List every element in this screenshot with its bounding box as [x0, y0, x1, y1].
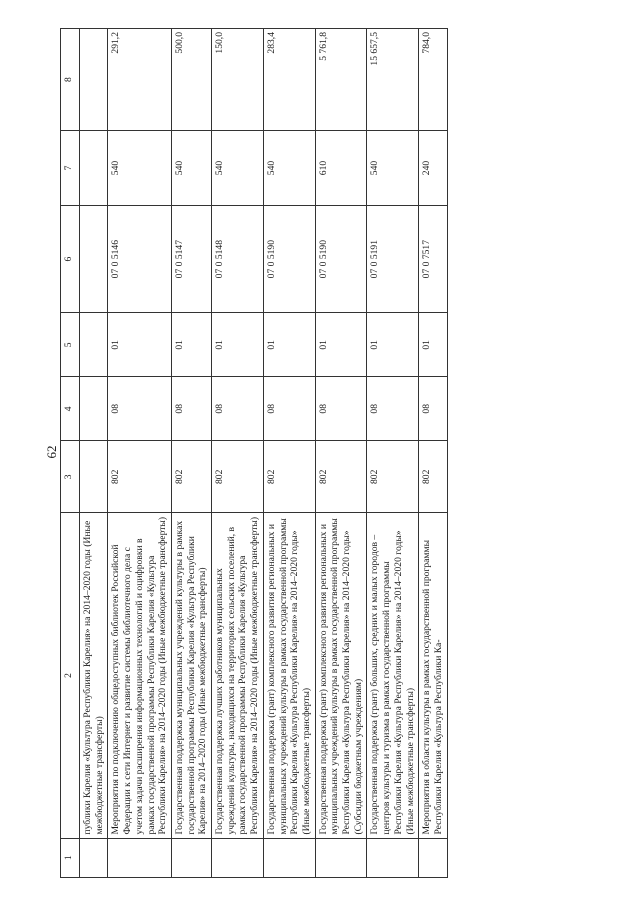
- cell-section: 08: [419, 376, 447, 440]
- cell-ministry: 802: [212, 440, 264, 512]
- table-row: [108, 28, 172, 877]
- cell-description: Государственная поддержка (грант) больших, средних и малых городов – центров культуры и туризма в рамках государственной программы Республики Карелия «Культура Республики Карелия» на 2014–2020 годы» (Иные межбюджетные трансферты): [367, 512, 419, 837]
- col-header-7: 7: [61, 130, 80, 205]
- cell-subsection: 01: [367, 312, 419, 376]
- cell-description: Государственная поддержка (грант) комплексного развития региональных и муниципальных учреждений культуры в рамках государственной программы Республики Карелия «Культура Республики Карелия» на 2014–2020 годы» (Субсидии бюджетным учреждениям): [315, 512, 367, 837]
- cell-index: [367, 838, 419, 877]
- col-header-8: 8: [61, 28, 80, 130]
- cell-subsection: 01: [108, 312, 172, 376]
- cell-subsection: 01: [171, 312, 211, 376]
- cell-index: [171, 838, 211, 877]
- cell-ministry: 802: [367, 440, 419, 512]
- cell-amount: [80, 28, 108, 130]
- table-row: [367, 28, 419, 877]
- cell-index: [212, 838, 264, 877]
- cell-target-article: 07 0 5146: [108, 205, 172, 312]
- cell-description: Мероприятия по подключению общедоступных библиотек Российской Федерации к сети Интернет и развитие системы библиотечного дела с учетом задачи расширения информационных технологий и оцифровки в рамках государственной программы Республики Карелия «Культура Республики Карелия» на 2014–2020 годы (Иные межбюджетные трансферты): [108, 512, 172, 837]
- table-row: [80, 28, 108, 877]
- table-row: [419, 28, 447, 877]
- cell-expense-type: 540: [212, 130, 264, 205]
- cell-target-article: 07 0 5190: [263, 205, 315, 312]
- cell-index: [108, 838, 172, 877]
- cell-section: 08: [367, 376, 419, 440]
- cell-target-article: [80, 205, 108, 312]
- cell-description: Государственная поддержка (грант) комплексного развития региональных и муниципальных учреждений культуры в рамках государственной программы Республики Карелия «Культура Республики Карелия» на 2014–2020 годы» (Иные межбюджетные трансферты): [263, 512, 315, 837]
- budget-table: [60, 28, 448, 878]
- cell-section: [80, 376, 108, 440]
- table-row: [315, 28, 367, 877]
- cell-index: [419, 838, 447, 877]
- col-header-4: 4: [61, 376, 80, 440]
- cell-ministry: [80, 440, 108, 512]
- cell-ministry: 802: [315, 440, 367, 512]
- cell-index: [315, 838, 367, 877]
- cell-expense-type: 540: [367, 130, 419, 205]
- cell-amount: 500,0: [171, 28, 211, 130]
- cell-target-article: 07 0 5147: [171, 205, 211, 312]
- cell-subsection: 01: [212, 312, 264, 376]
- col-header-2: 2: [61, 512, 80, 837]
- cell-expense-type: 540: [171, 130, 211, 205]
- page-number: 62: [44, 445, 59, 459]
- cell-description: Мероприятия в области культуры в рамках государственной программы Республики Карелия «Культура Республики Ка-: [419, 512, 447, 837]
- cell-target-article: 07 0 5148: [212, 205, 264, 312]
- cell-expense-type: 540: [108, 130, 172, 205]
- cell-index: [80, 838, 108, 877]
- cell-amount: 283,4: [263, 28, 315, 130]
- cell-ministry: 802: [171, 440, 211, 512]
- cell-expense-type: 240: [419, 130, 447, 205]
- cell-amount: 784,0: [419, 28, 447, 130]
- cell-expense-type: [80, 130, 108, 205]
- cell-subsection: [80, 312, 108, 376]
- table-row: [171, 28, 211, 877]
- cell-subsection: 01: [263, 312, 315, 376]
- cell-expense-type: 610: [315, 130, 367, 205]
- cell-ministry: 802: [419, 440, 447, 512]
- header-row: [61, 28, 80, 877]
- cell-description: Государственная поддержка лучших работников муниципальных учреждений культуры, находящихся на территориях сельских поселений, в рамках государственной программы Республики Карелия «Культура Республики Карелия» на 2014–2020 годы (Иные межбюджетные трансферты): [212, 512, 264, 837]
- cell-amount: 291,2: [108, 28, 172, 130]
- cell-subsection: 01: [315, 312, 367, 376]
- cell-expense-type: 540: [263, 130, 315, 205]
- cell-target-article: 07 0 5191: [367, 205, 419, 312]
- cell-section: 08: [108, 376, 172, 440]
- cell-target-article: 07 0 5190: [315, 205, 367, 312]
- cell-description: публики Карелия «Культура Республики Карелия» на 2014–2020 годы (Иные межбюджетные трансферты): [80, 512, 108, 837]
- col-header-1: 1: [61, 838, 80, 877]
- cell-ministry: 802: [108, 440, 172, 512]
- cell-amount: 150,0: [212, 28, 264, 130]
- table-row: [263, 28, 315, 877]
- rotated-page: [60, 28, 580, 878]
- cell-section: 08: [263, 376, 315, 440]
- cell-amount: 15 657,5: [367, 28, 419, 130]
- cell-description: Государственная поддержка муниципальных учреждений культуры в рамках государственной программы Республики Карелия «Культура Республики Карелия» на 2014–2020 годы (Иные межбюджетные трансферты): [171, 512, 211, 837]
- cell-target-article: 07 0 7517: [419, 205, 447, 312]
- cell-section: 08: [315, 376, 367, 440]
- cell-section: 08: [171, 376, 211, 440]
- col-header-6: 6: [61, 205, 80, 312]
- cell-index: [263, 838, 315, 877]
- col-header-5: 5: [61, 312, 80, 376]
- cell-section: 08: [212, 376, 264, 440]
- cell-amount: 5 761,8: [315, 28, 367, 130]
- cell-ministry: 802: [263, 440, 315, 512]
- col-header-3: 3: [61, 440, 80, 512]
- cell-subsection: 01: [419, 312, 447, 376]
- table-row: [212, 28, 264, 877]
